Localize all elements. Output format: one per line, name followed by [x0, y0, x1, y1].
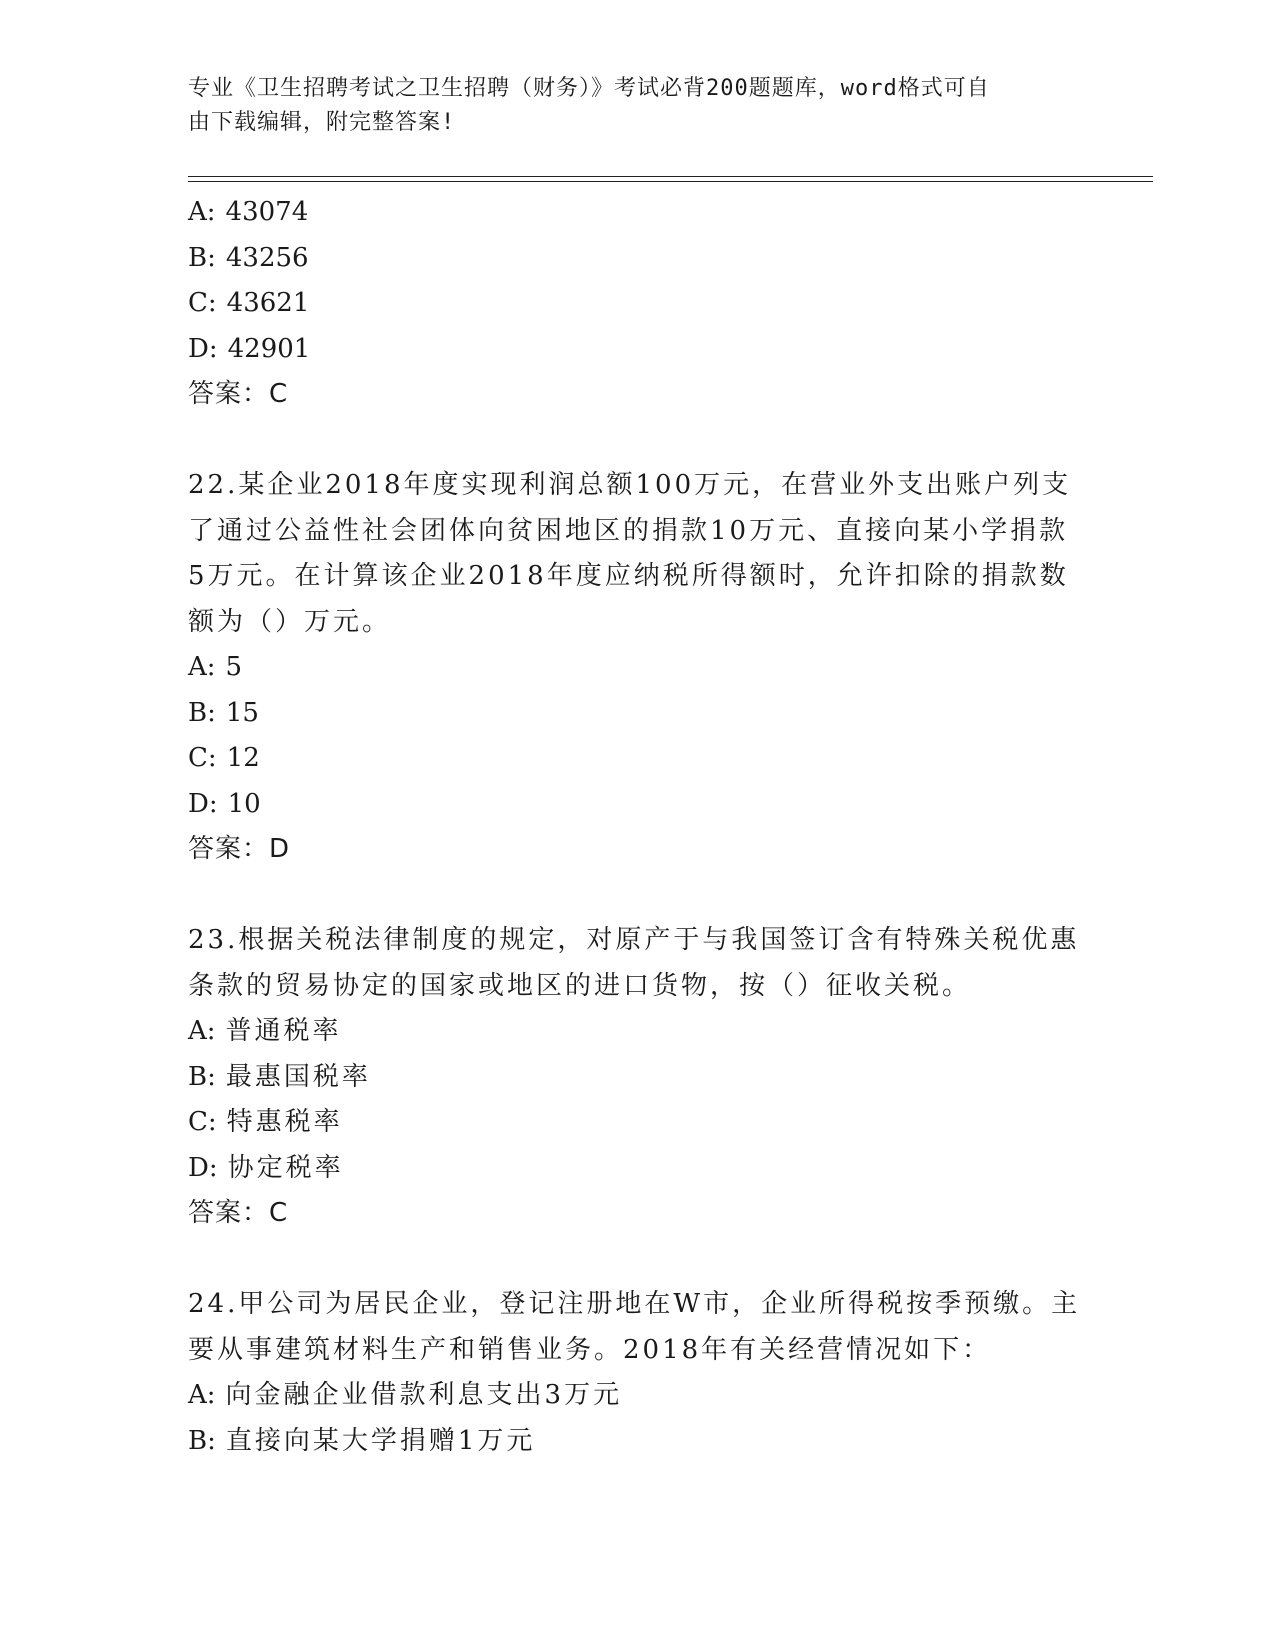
- header-line-2: 由下载编辑，附完整答案!: [188, 110, 456, 135]
- answer: 答案：C: [188, 1198, 289, 1228]
- document-header: [188, 72, 1068, 140]
- question-23: [188, 918, 1088, 1237]
- question-21: [188, 190, 1088, 418]
- question-stem-line: 要从事建筑材料生产和销售业务。2018年有关经营情况如下：: [188, 1334, 992, 1365]
- option-c: C: 43621: [188, 288, 310, 318]
- question-stem-line: 23.根据关税法律制度的规定，对原产于与我国签订含有特殊关税优惠: [188, 925, 1080, 955]
- header-line-1: 专业《卫生招聘考试之卫生招聘（财务）》考试必背200题题库，word格式可自: [188, 76, 990, 101]
- option-b: B: 最惠国税率: [188, 1061, 371, 1092]
- option-b: B: 43256: [188, 242, 309, 273]
- question-stem-line: 了通过公益性社会团体向贫困地区的捐款10万元、直接向某小学捐款: [188, 515, 1069, 546]
- option-a: A: 43074: [188, 197, 309, 227]
- question-24: [188, 1282, 1088, 1464]
- option-b: B: 15: [188, 697, 259, 728]
- option-d: D: 10: [188, 788, 261, 819]
- question-stem-line: 5万元。在计算该企业2018年度应纳税所得额时，允许扣除的捐款数: [188, 561, 1069, 591]
- option-a: A: 向金融企业借款利息支出3万元: [188, 1380, 623, 1410]
- question-stem-line: 24.甲公司为居民企业，登记注册地在W市，企业所得税按季预缴。主: [188, 1289, 1081, 1319]
- answer: 答案：C: [188, 379, 289, 409]
- header-divider-top: [188, 176, 1153, 177]
- question-stem-line: 条款的贸易协定的国家或地区的进口货物，按（）征收关税。: [188, 970, 972, 1001]
- option-c: C: 12: [188, 743, 260, 773]
- option-c: C: 特惠税率: [188, 1107, 343, 1137]
- option-a: A: 普通税率: [188, 1016, 342, 1046]
- option-b: B: 直接向某大学捐赠1万元: [188, 1425, 536, 1456]
- option-d: D: 协定税率: [188, 1152, 344, 1183]
- question-22: [188, 463, 1088, 873]
- question-stem-line: 22.某企业2018年度实现利润总额100万元，在营业外支出账户列支: [188, 470, 1072, 500]
- question-list: [188, 190, 1088, 1464]
- option-a: A: 5: [188, 652, 243, 682]
- option-d: D: 42901: [188, 333, 311, 364]
- header-divider-bottom: [188, 181, 1153, 182]
- answer: 答案：D: [188, 834, 291, 864]
- question-stem-line: 额为（）万元。: [188, 606, 392, 637]
